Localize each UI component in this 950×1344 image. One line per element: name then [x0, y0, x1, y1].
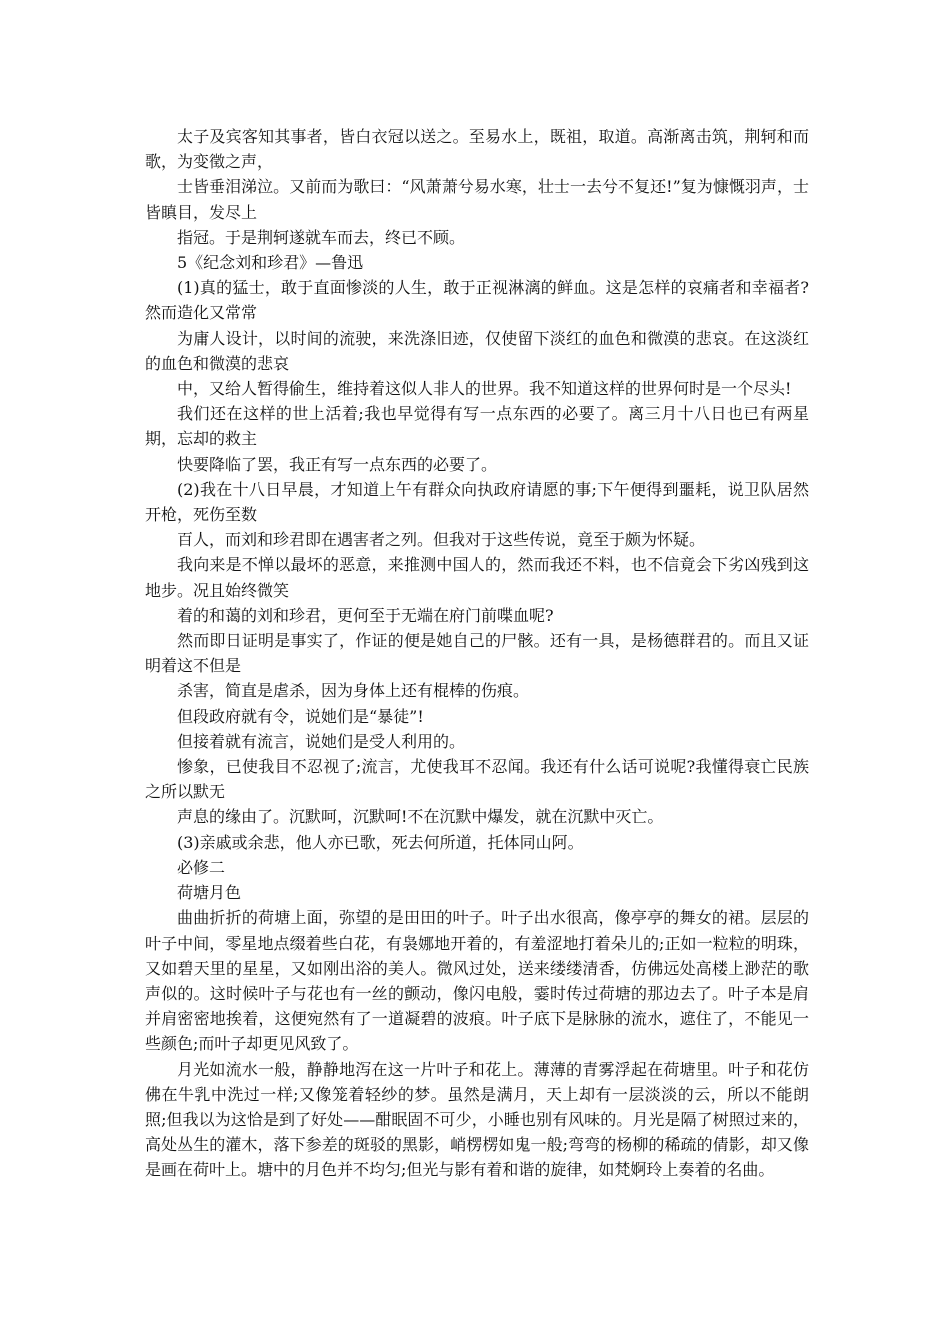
paragraph-18: 惨象，已使我目不忍视了;流言，尤使我耳不忍闻。我还有什么话可说呢?我懂得衰亡民族之所以默无 — [145, 757, 809, 802]
paragraph-8: 我们还在这样的世上活着;我也早觉得有写一点东西的必要了。离三月十八日也已有两星期，忘却的救主 — [145, 404, 809, 449]
paragraph-17: 但接着就有流言，说她们是受人利用的。 — [177, 731, 466, 751]
section-heading-bixiu: 必修二 — [177, 857, 226, 877]
paragraph-23: 曲曲折折的荷塘上面，弥望的是田田的叶子。叶子出水很高，像亭亭的舞女的裙。层层的叶子中间，零星地点缀着些白花，有袅娜地开着的，有羞涩地打着朵儿的;正如一粒粒的明珠，又如碧天里的星星，又如刚出浴的美人。微风过处，送来缕缕清香，仿佛远处高楼上渺茫的歌声似的。这时候叶子与花也有一丝的颤动，像闪电般，霎时传过荷塘的那边去了。叶子本是肩并肩密密地挨着，这便宛然有了一道凝碧的波痕。叶子底下是脉脉的流水，遮住了，不能见一些颜色;而叶子却更见风致了。 — [145, 908, 809, 1054]
paragraph-11: 百人，而刘和珍君即在遇害者之列。但我对于这些传说，竟至于颇为怀疑。 — [177, 530, 706, 550]
paragraph-7: 中，又给人暂得偷生，维持着这似人非人的世界。我不知道这样的世界何时是一个尽头! — [177, 379, 792, 399]
paragraph-19: 声息的缘由了。沉默呵，沉默呵!不在沉默中爆发，就在沉默中灭亡。 — [177, 807, 664, 827]
document-body — [145, 124, 809, 1183]
paragraph-2: 士皆垂泪涕泣。又前而为歌曰：“风萧萧兮易水寒，壮士一去兮不复还!”复为慷慨羽声，士皆瞋目，发尽上 — [145, 177, 809, 222]
paragraph-6: 为庸人设计，以时间的流驶，来洗涤旧迹，仅使留下淡红的血色和微漠的悲哀。在这淡红的血色和微漠的悲哀 — [145, 328, 809, 373]
paragraph-10: (2)我在十八日早晨，才知道上午有群众向执政府请愿的事;下午便得到噩耗，说卫队居然开枪，死伤至数 — [145, 479, 809, 525]
paragraph-12: 我向来是不惮以最坏的恶意，来推测中国人的，然而我还不料，也不信竟会下劣凶残到这地步。况且始终微笑 — [145, 555, 809, 600]
paragraph-5: (1)真的猛士，敢于直面惨淡的人生，敢于正视淋漓的鲜血。这是怎样的哀痛者和幸福者?然而造化又常常 — [145, 278, 809, 323]
paragraph-3: 指冠。于是荆轲遂就车而去，终已不顾。 — [177, 227, 466, 247]
paragraph-16: 但段政府就有令，说她们是“暴徒”! — [177, 706, 424, 726]
paragraph-20: (3)亲戚或余悲，他人亦已歌，死去何所道，托体同山阿。 — [177, 832, 584, 852]
paragraph-14: 然而即日证明是事实了，作证的便是她自己的尸骸。还有一具，是杨德群君的。而且又证明着这不但是 — [145, 631, 809, 676]
paragraph-9: 快要降临了罢，我正有写一点东西的必要了。 — [177, 454, 498, 474]
paragraph-24: 月光如流水一般，静静地泻在这一片叶子和花上。薄薄的青雾浮起在荷塘里。叶子和花仿佛在牛乳中洗过一样;又像笼着轻纱的梦。虽然是满月，天上却有一层淡淡的云，所以不能朗照;但我以为这恰是到了好处——酣眠固不可少，小睡也别有风味的。月光是隔了树照过来的，高处丛生的灌木，落下参差的斑驳的黑影，峭楞楞如鬼一般;弯弯的杨柳的稀疏的倩影，却又像是画在荷叶上。塘中的月色并不均匀;但光与影有着和谐的旋律，如梵婀玲上奏着的名曲。 — [145, 1059, 809, 1180]
section-heading-jinian: 5《纪念刘和珍君》—鲁迅 — [177, 253, 364, 273]
paragraph-15: 杀害，简直是虐杀，因为身体上还有棍棒的伤痕。 — [177, 681, 530, 701]
paragraph-13: 着的和蔼的刘和珍君，更何至于无端在府门前喋血呢? — [177, 605, 554, 625]
paragraph-1: 太子及宾客知其事者，皆白衣冠以送之。至易水上，既祖，取道。高渐离击筑，荆轲和而歌，为变徵之声， — [145, 127, 809, 172]
section-heading-hetang: 荷塘月色 — [177, 883, 242, 903]
